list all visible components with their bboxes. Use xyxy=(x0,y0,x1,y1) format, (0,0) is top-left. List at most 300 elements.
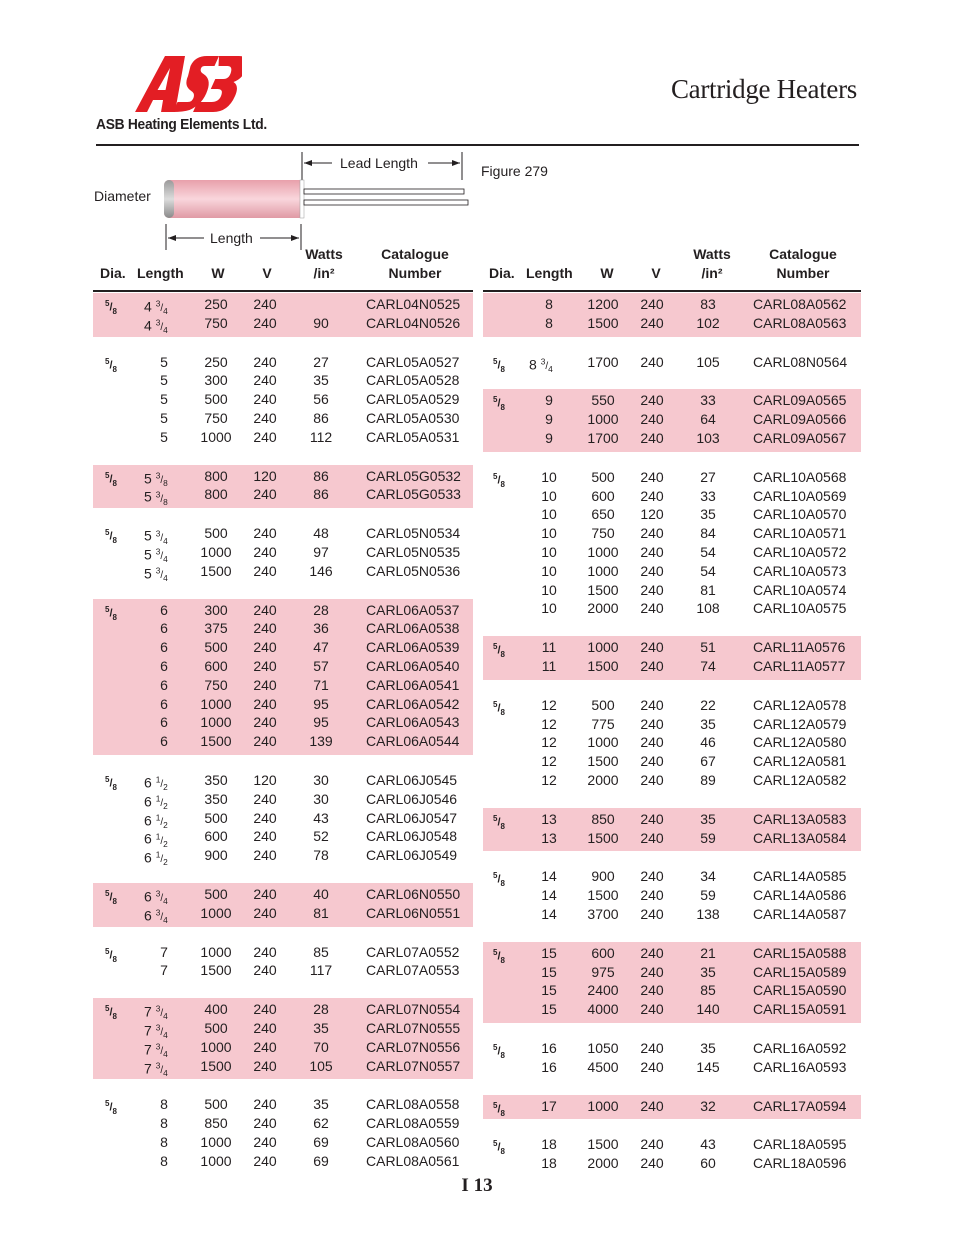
watts-per-in: 138 xyxy=(696,905,720,922)
watts-per-in: 64 xyxy=(700,411,716,428)
length-value: 12 xyxy=(541,753,557,770)
catalogue-number: CARL10A0575 xyxy=(753,600,847,617)
table-group xyxy=(483,1037,861,1081)
fraction: $^3/_4$ xyxy=(155,1004,168,1022)
table-header xyxy=(483,246,861,292)
catalogue-number: CARL06A0540 xyxy=(366,657,460,674)
watts-per-in: 83 xyxy=(700,296,716,312)
voltage: 240 xyxy=(253,486,277,503)
watts-per-in: 62 xyxy=(313,1115,329,1132)
voltage: 240 xyxy=(640,468,664,485)
table-row xyxy=(93,846,473,868)
watts-total: 600 xyxy=(204,828,228,845)
catalogue-number: CARL15A0590 xyxy=(753,982,847,999)
length-value: 7 $^3/_4$ xyxy=(144,1022,168,1041)
table-row xyxy=(93,1038,473,1060)
lead-length-label: Lead Length xyxy=(340,155,418,171)
length-value: 10 xyxy=(541,581,557,598)
voltage: 240 xyxy=(640,411,664,428)
fraction: $^3/_4$ xyxy=(155,528,168,546)
voltage: 240 xyxy=(640,944,664,961)
length-value: 9 xyxy=(545,429,553,446)
catalogue-number: CARL06N0551 xyxy=(366,904,461,921)
catalogue-number: CARL06A0542 xyxy=(366,695,460,712)
catalogue-number: CARL06A0541 xyxy=(366,676,460,693)
table-row xyxy=(93,1133,473,1152)
length-value: 10 xyxy=(541,506,557,523)
catalogue-number: CARL06J0547 xyxy=(366,809,458,826)
length-value: 10 xyxy=(541,562,557,579)
table-row xyxy=(483,543,861,562)
table-row xyxy=(93,1095,473,1117)
voltage: 240 xyxy=(253,620,277,637)
watts-per-in: 27 xyxy=(700,468,716,485)
watts-total: 500 xyxy=(204,525,228,542)
voltage: 240 xyxy=(640,1136,664,1153)
watts-per-in: 52 xyxy=(313,828,329,845)
table-row xyxy=(483,715,861,734)
length-value: 12 xyxy=(541,696,557,713)
fraction: $^3/_4$ xyxy=(155,299,168,317)
catalogue-number: CARL09A0566 xyxy=(753,411,847,428)
length-value: 12 xyxy=(541,715,557,732)
voltage: 240 xyxy=(640,810,664,827)
length-value: 9 xyxy=(545,392,553,409)
watts-total: 500 xyxy=(591,468,615,485)
col-dia: Dia. xyxy=(489,265,515,281)
fraction: $^1/_2$ xyxy=(155,850,168,868)
catalogue-number: CARL08A0563 xyxy=(753,314,847,331)
voltage: 240 xyxy=(253,904,277,921)
table-row xyxy=(93,524,473,546)
length-value: 16 xyxy=(541,1039,557,1056)
table-row xyxy=(93,713,473,732)
watts-total: 2400 xyxy=(587,982,619,999)
voltage: 240 xyxy=(253,353,277,370)
watts-total: 250 xyxy=(204,353,228,370)
voltage: 240 xyxy=(640,1058,664,1075)
table-row xyxy=(93,732,473,751)
voltage: 120 xyxy=(640,506,664,523)
catalogue-number: CARL06A0538 xyxy=(366,620,460,637)
watts-total: 1000 xyxy=(587,1097,619,1114)
fraction: $^3/_4$ xyxy=(155,888,168,907)
table-row xyxy=(93,1019,473,1041)
col-watts-label: Watts xyxy=(693,246,731,262)
fraction: $^3/_4$ xyxy=(155,1022,168,1041)
voltage: 240 xyxy=(640,657,664,674)
voltage: 240 xyxy=(640,543,664,560)
col-w: W xyxy=(600,265,614,281)
catalogue-number: CARL05N0534 xyxy=(366,525,461,542)
watts-total: 800 xyxy=(204,467,228,484)
dia-value: $^5/_8$ xyxy=(493,1100,505,1118)
length-value: 5 $^3/_4$ xyxy=(144,546,168,565)
length-value: 6 xyxy=(160,639,168,656)
table-row xyxy=(483,657,861,676)
catalogue-number: CARL10A0574 xyxy=(753,581,847,598)
watts-per-in: 21 xyxy=(700,944,716,961)
table-right xyxy=(483,246,861,1177)
catalogue-number: CARL14A0587 xyxy=(753,905,847,922)
table-row xyxy=(93,371,473,390)
fraction: $^3/_4$ xyxy=(155,317,168,336)
length-value: 17 xyxy=(541,1097,557,1114)
voltage: 240 xyxy=(640,1039,664,1056)
watts-total: 1000 xyxy=(587,734,619,751)
table-row xyxy=(483,429,861,448)
catalogue-number: CARL12A0582 xyxy=(753,771,847,788)
col-dia: Dia. xyxy=(100,265,126,281)
length-value: 4 $^3/_4$ xyxy=(144,298,168,317)
voltage: 240 xyxy=(253,543,277,560)
length-value: 14 xyxy=(541,868,557,885)
catalogue-number: CARL08A0560 xyxy=(366,1133,460,1150)
col-catalogue-label: Catalogue xyxy=(769,246,837,262)
watts-total: 750 xyxy=(204,409,228,426)
voltage: 240 xyxy=(253,962,277,979)
watts-per-in: 105 xyxy=(696,353,720,370)
watts-per-in: 32 xyxy=(700,1097,716,1114)
watts-total: 1500 xyxy=(587,657,619,674)
catalogue-number: CARL18A0595 xyxy=(753,1136,847,1153)
catalogue-number: CARL07N0555 xyxy=(366,1019,461,1036)
catalogue-number: CARL12A0578 xyxy=(753,696,847,713)
length-value: 6 $^1/_2$ xyxy=(144,793,168,812)
table-left-body xyxy=(93,293,473,1174)
catalogue-number: CARL06A0543 xyxy=(366,714,460,731)
page-number: I 13 xyxy=(461,1175,493,1196)
voltage: 240 xyxy=(640,487,664,504)
table-row xyxy=(93,562,473,584)
table-row xyxy=(483,638,861,657)
length-value: 15 xyxy=(541,1001,557,1018)
watts-total: 300 xyxy=(204,601,228,618)
table-row xyxy=(483,944,861,963)
catalogue-number: CARL16A0593 xyxy=(753,1058,847,1075)
dia-value: $^5/_8$ xyxy=(105,1004,117,1021)
catalogue-number: CARL04N0526 xyxy=(366,314,461,331)
catalogue-number: CARL09A0565 xyxy=(753,392,847,409)
voltage: 240 xyxy=(253,1115,277,1132)
catalogue-number: CARL11A0576 xyxy=(753,639,846,656)
table-row xyxy=(93,809,473,828)
table-row xyxy=(483,829,861,848)
table-row xyxy=(483,696,861,715)
length-value: 6 $^1/_2$ xyxy=(144,774,168,793)
watts-per-in: 51 xyxy=(700,639,716,656)
voltage: 240 xyxy=(640,581,664,598)
fraction: $^1/_2$ xyxy=(155,831,168,849)
length-value: 9 xyxy=(545,411,553,428)
table-row xyxy=(483,771,861,790)
catalogue-number: CARL06J0545 xyxy=(366,771,458,788)
length-value: 6 $^1/_2$ xyxy=(144,811,168,830)
watts-per-in: 33 xyxy=(700,487,716,504)
table-row xyxy=(483,599,861,618)
col-length: Length xyxy=(526,265,573,281)
table-row xyxy=(93,409,473,428)
col-catalogue xyxy=(365,245,465,283)
length-value: 6 $^3/_4$ xyxy=(144,888,168,907)
catalogue-number: CARL09A0567 xyxy=(753,429,847,446)
voltage: 240 xyxy=(253,809,277,826)
fraction: $^1/_2$ xyxy=(155,812,168,830)
table-row xyxy=(483,1154,861,1173)
catalogue-number: CARL10A0569 xyxy=(753,487,847,504)
col-watts-label: Watts xyxy=(305,246,343,262)
length-value: 6 xyxy=(160,676,168,693)
watts-total: 750 xyxy=(591,525,615,542)
table-row xyxy=(93,485,473,507)
col-per-in-label: /in² xyxy=(313,265,335,281)
catalogue-number: CARL05A0528 xyxy=(366,372,460,389)
length-value: 8 xyxy=(160,1133,168,1150)
header-rule xyxy=(96,144,859,146)
length-value: 10 xyxy=(541,600,557,617)
voltage: 240 xyxy=(253,1152,277,1169)
watts-per-in: 54 xyxy=(700,543,716,560)
table-row xyxy=(93,790,473,812)
watts-per-in: 34 xyxy=(700,868,716,885)
watts-per-in: 67 xyxy=(700,753,716,770)
catalogue-number: CARL07A0553 xyxy=(366,962,460,979)
watts-per-in: 103 xyxy=(696,429,720,446)
voltage: 240 xyxy=(640,1001,664,1018)
col-per-in-label: /in² xyxy=(701,265,723,281)
voltage: 240 xyxy=(253,1057,277,1074)
table-row xyxy=(93,943,473,962)
voltage: 240 xyxy=(253,1038,277,1055)
watts-total: 650 xyxy=(591,506,615,523)
dia-value: $^5/_8$ xyxy=(493,471,505,489)
table-row xyxy=(93,961,473,980)
table-row xyxy=(93,771,473,793)
table-row xyxy=(483,410,861,429)
table-header xyxy=(93,246,473,292)
watts-per-in: 81 xyxy=(700,581,716,598)
catalogue-number: CARL11A0577 xyxy=(753,657,846,674)
table-row xyxy=(93,619,473,638)
length-value: 6 $^1/_2$ xyxy=(144,849,168,868)
length-value: 16 xyxy=(541,1058,557,1075)
length-value: 7 xyxy=(160,943,168,960)
watts-total: 1500 xyxy=(587,829,619,846)
col-watts xyxy=(298,245,350,283)
watts-total: 1000 xyxy=(200,904,232,921)
length-value: 12 xyxy=(541,771,557,788)
voltage: 240 xyxy=(253,943,277,960)
watts-per-in: 108 xyxy=(696,600,720,617)
length-value: 7 $^3/_4$ xyxy=(144,1059,168,1078)
voltage: 240 xyxy=(253,296,277,312)
watts-total: 250 xyxy=(204,296,228,312)
dia-value: $^5/_8$ xyxy=(493,947,505,965)
table-group xyxy=(93,522,473,584)
watts-per-in: 40 xyxy=(313,885,329,902)
watts-total: 850 xyxy=(204,1115,228,1132)
watts-per-in: 74 xyxy=(700,657,716,674)
watts-total: 1050 xyxy=(587,1039,619,1056)
catalogue-number: CARL05A0529 xyxy=(366,391,460,408)
length-value: 5 $^3/_8$ xyxy=(144,469,168,488)
dia-value: $^5/_8$ xyxy=(493,1139,505,1157)
catalogue-number: CARL18A0596 xyxy=(753,1155,847,1172)
watts-per-in: 43 xyxy=(700,1136,716,1153)
watts-per-in: 90 xyxy=(313,314,329,331)
watts-total: 500 xyxy=(204,885,228,902)
table-row xyxy=(483,981,861,1000)
watts-per-in: 105 xyxy=(309,1057,333,1074)
catalogue-number: CARL07N0554 xyxy=(366,1001,461,1018)
watts-per-in: 86 xyxy=(313,486,329,503)
watts-total: 750 xyxy=(204,314,228,331)
catalogue-number: CARL06N0550 xyxy=(366,885,461,902)
voltage: 120 xyxy=(253,771,277,788)
watts-per-in: 70 xyxy=(313,1038,329,1055)
table-group xyxy=(93,998,473,1079)
watts-total: 1500 xyxy=(587,753,619,770)
table-row xyxy=(483,353,861,372)
catalogue-number: CARL05N0536 xyxy=(366,562,461,579)
watts-total: 500 xyxy=(591,696,615,713)
table-group xyxy=(483,1133,861,1177)
catalogue-number: CARL10A0570 xyxy=(753,506,847,523)
watts-per-in: 112 xyxy=(309,428,333,445)
length-value: 15 xyxy=(541,963,557,980)
catalogue-number: CARL12A0580 xyxy=(753,734,847,751)
watts-per-in: 139 xyxy=(309,733,333,750)
table-row xyxy=(93,885,473,907)
dia-value: $^5/_8$ xyxy=(105,470,117,488)
table-row xyxy=(483,1039,861,1058)
voltage: 240 xyxy=(253,1019,277,1036)
voltage: 240 xyxy=(253,562,277,579)
dia-value: $^5/_8$ xyxy=(105,299,117,316)
table-group xyxy=(483,636,861,680)
table-row xyxy=(93,695,473,714)
catalogue-number: CARL15A0589 xyxy=(753,963,847,980)
watts-per-in: 28 xyxy=(313,601,329,618)
table-row xyxy=(483,867,861,889)
voltage: 240 xyxy=(253,639,277,656)
watts-total: 1700 xyxy=(587,353,619,370)
watts-total: 1700 xyxy=(587,429,619,446)
watts-per-in: 35 xyxy=(700,963,716,980)
length-value: 8 xyxy=(545,314,553,331)
watts-per-in: 85 xyxy=(700,982,716,999)
watts-per-in: 27 xyxy=(313,353,329,370)
table-row xyxy=(483,1000,861,1019)
dia-value: $^5/_8$ xyxy=(493,356,505,374)
watts-per-in: 146 xyxy=(309,562,333,579)
fraction: $^3/_4$ xyxy=(155,1060,168,1078)
watts-total: 1000 xyxy=(200,1152,232,1169)
table-row xyxy=(483,1058,861,1077)
watts-total: 1000 xyxy=(200,695,232,712)
length-value: 5 xyxy=(160,372,168,389)
voltage: 240 xyxy=(640,963,664,980)
watts-total: 1500 xyxy=(200,562,232,579)
watts-total: 2000 xyxy=(587,1155,619,1172)
voltage: 240 xyxy=(640,829,664,846)
watts-per-in: 35 xyxy=(700,506,716,523)
watts-total: 775 xyxy=(591,715,615,732)
watts-per-in: 56 xyxy=(313,391,329,408)
voltage: 240 xyxy=(640,734,664,751)
table-row xyxy=(93,601,473,620)
watts-per-in: 43 xyxy=(313,809,329,826)
length-value: 7 xyxy=(160,962,168,979)
watts-total: 1500 xyxy=(587,887,619,904)
watts-total: 600 xyxy=(204,657,228,674)
fraction: $^3/_8$ xyxy=(155,489,168,507)
watts-per-in: 78 xyxy=(313,847,329,864)
watts-total: 975 xyxy=(591,963,615,980)
table-row xyxy=(93,1152,473,1171)
dia-value: $^5/_8$ xyxy=(493,871,505,889)
watts-total: 2000 xyxy=(587,771,619,788)
table-row xyxy=(93,467,473,486)
table-row xyxy=(483,295,861,314)
watts-per-in: 30 xyxy=(313,790,329,807)
dia-value: $^5/_8$ xyxy=(105,356,117,374)
catalogue-number: CARL05A0531 xyxy=(366,428,460,445)
dia-value: $^5/_8$ xyxy=(105,1099,117,1117)
table-group xyxy=(93,599,473,755)
table-group xyxy=(483,808,861,852)
voltage: 240 xyxy=(253,676,277,693)
length-value: 6 $^3/_4$ xyxy=(144,907,168,926)
voltage: 120 xyxy=(253,467,277,484)
watts-per-in: 47 xyxy=(313,639,329,656)
watts-total: 300 xyxy=(204,372,228,389)
length-value: 15 xyxy=(541,982,557,999)
table-row xyxy=(483,733,861,752)
length-value: 6 xyxy=(160,695,168,712)
dia-value: $^5/_8$ xyxy=(493,642,505,659)
company-name: ASB Heating Elements Ltd. xyxy=(96,116,268,133)
table-row xyxy=(93,543,473,565)
watts-total: 1500 xyxy=(200,733,232,750)
table-row xyxy=(93,1114,473,1133)
length-value: 8 $^3/_4$ xyxy=(529,355,553,374)
watts-total: 1000 xyxy=(587,639,619,656)
watts-total: 4500 xyxy=(587,1058,619,1075)
table-group xyxy=(93,941,473,985)
table-row xyxy=(93,295,473,317)
length-value: 11 xyxy=(541,639,557,656)
table-group xyxy=(483,865,861,927)
catalogue-number: CARL08A0559 xyxy=(366,1115,460,1132)
watts-total: 500 xyxy=(204,809,228,826)
watts-total: 4000 xyxy=(587,1001,619,1018)
catalogue-number: CARL07N0557 xyxy=(366,1057,461,1074)
voltage: 240 xyxy=(253,525,277,542)
asb-logo-mark xyxy=(132,52,242,114)
table-row xyxy=(483,886,861,905)
watts-per-in: 48 xyxy=(313,525,329,542)
col-v: V xyxy=(651,265,661,281)
dia-value: $^5/_8$ xyxy=(105,946,117,964)
table-row xyxy=(483,905,861,924)
voltage: 240 xyxy=(253,657,277,674)
dia-value: $^5/_8$ xyxy=(105,774,117,792)
voltage: 240 xyxy=(640,639,664,656)
diameter-label: Diameter xyxy=(94,188,151,204)
table-row xyxy=(483,391,861,413)
dia-value: $^5/_8$ xyxy=(493,395,505,413)
